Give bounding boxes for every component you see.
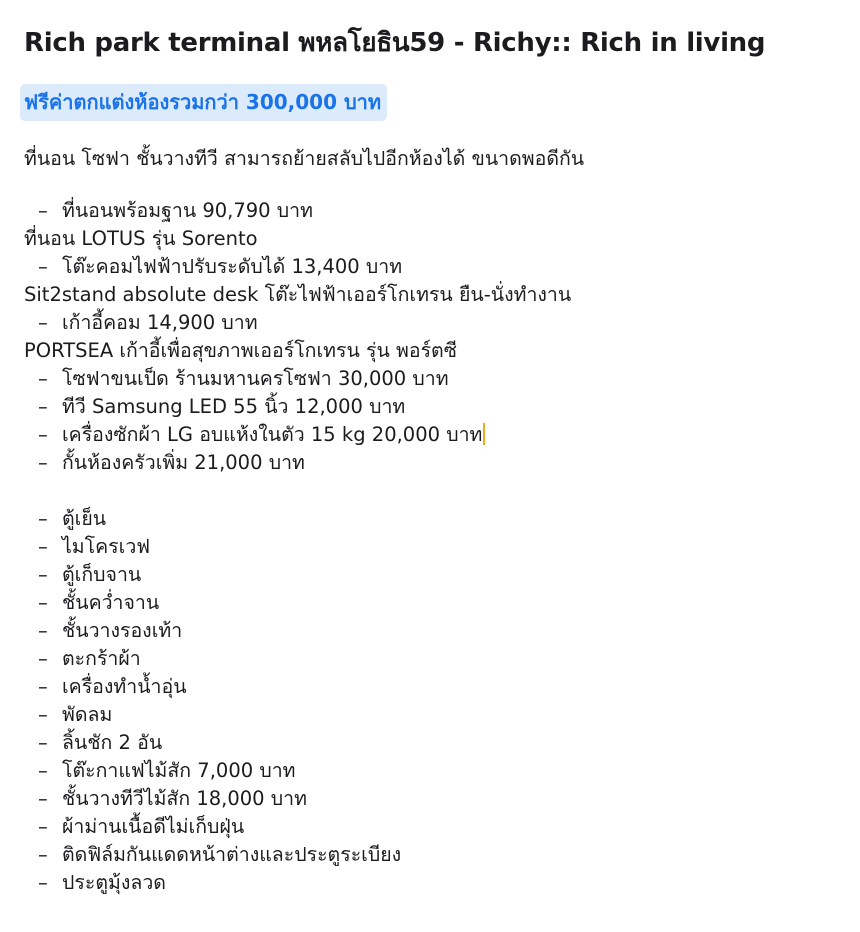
bullet-dash: – <box>38 395 48 418</box>
list-item <box>24 309 571 337</box>
list-item-text: ตู้เก็บจาน <box>62 563 142 586</box>
list-item-text: เก้าอี้คอม 14,900 บาท <box>62 311 258 334</box>
bullet-dash: – <box>38 619 48 642</box>
blank-line <box>24 477 571 505</box>
list-item-text: เครื่องทำน้ำอุ่น <box>62 675 187 698</box>
bullet-dash: – <box>38 871 48 894</box>
bullet-dash: – <box>38 311 48 334</box>
list-item <box>24 813 571 841</box>
list-item-text: โซฟาขนเป็ด ร้านมหานครโซฟา 30,000 บาท <box>62 367 449 390</box>
list-item <box>24 505 571 533</box>
list-item-text: ติดฟิล์มกันแดดหน้าต่างและประตูระเบียง <box>62 843 402 866</box>
list-item-text: ชั้นคว่ำจาน <box>62 591 160 614</box>
list-item <box>24 449 571 477</box>
list-item <box>24 589 571 617</box>
list-item-text: พัดลม <box>62 703 113 726</box>
list-item <box>24 365 571 393</box>
bullet-dash: – <box>38 367 48 390</box>
bullet-dash: – <box>38 843 48 866</box>
list-item-text: ตะกร้าผ้า <box>62 647 141 670</box>
text-cursor <box>483 423 485 445</box>
list-item-text: ตู้เย็น <box>62 507 107 530</box>
list-item-text: ชั้นวางทีวีไม้สัก 18,000 บาท <box>62 787 307 810</box>
list-item-text: เครื่องซักผ้า LG อบแห้งในตัว 15 kg 20,000 บาท <box>62 423 483 446</box>
list-item-text: กั้นห้องครัวเพิ่ม 21,000 บาท <box>62 451 305 474</box>
list-item-text: ลิ้นชัก 2 อัน <box>62 731 163 754</box>
list-item-text: ชั้นวางรองเท้า <box>62 619 183 642</box>
list-item <box>24 533 571 561</box>
bullet-dash: – <box>38 731 48 754</box>
list-item <box>24 645 571 673</box>
bullet-dash: – <box>38 423 48 446</box>
bullet-dash: – <box>38 451 48 474</box>
list-item <box>24 253 571 281</box>
list-item-text: ที่นอนพร้อมฐาน 90,790 บาท <box>62 199 313 222</box>
bullet-dash: – <box>38 759 48 782</box>
list-item-text: ไมโครเวฟ <box>62 535 151 558</box>
bullet-dash: – <box>38 591 48 614</box>
list-item-text: ประตูมุ้งลวด <box>62 871 166 894</box>
list-item-text: ผ้าม่านเนื้อดีไม่เก็บฝุ่น <box>62 815 245 838</box>
bullet-dash: – <box>38 507 48 530</box>
plain-line: Sit2stand absolute desk โต๊ะไฟฟ้าเออร์โกเทรน ยืน-นั่งทำงาน <box>24 283 572 306</box>
list-item <box>24 617 571 645</box>
plain-line: ที่นอน LOTUS รุ่น Sorento <box>24 227 258 250</box>
list-item <box>24 561 571 589</box>
bullet-dash: – <box>38 255 48 278</box>
bullet-dash: – <box>38 563 48 586</box>
list-item <box>24 729 571 757</box>
bullet-dash: – <box>38 703 48 726</box>
list-item-text: โต๊ะคอมไฟฟ้าปรับระดับได้ 13,400 บาท <box>62 255 403 278</box>
bullet-dash: – <box>38 535 48 558</box>
list-item <box>24 393 571 421</box>
bullet-dash: – <box>38 675 48 698</box>
list-item <box>24 701 571 729</box>
note-title: Rich park terminal พหลโยธิน59 - Richy:: Rich in living <box>24 28 766 58</box>
list-item <box>24 757 571 785</box>
item-list <box>24 197 571 897</box>
bullet-dash: – <box>38 787 48 810</box>
bullet-dash: – <box>38 199 48 222</box>
list-item <box>24 869 571 897</box>
intro-paragraph: ที่นอน โซฟา ชั้นวางทีวี สามารถย้ายสลับไปอีกห้องได้ ขนาดพอดีกัน <box>24 147 585 170</box>
highlighted-promo-text: ฟรีค่าตกแต่งห้องรวมกว่า 300,000 บาท <box>20 84 387 121</box>
list-item <box>24 421 571 449</box>
bullet-dash: – <box>38 647 48 670</box>
list-item <box>24 673 571 701</box>
list-item <box>24 785 571 813</box>
list-item-text: โต๊ะกาแฟไม้สัก 7,000 บาท <box>62 759 296 782</box>
list-item-text: ทีวี Samsung LED 55 นิ้ว 12,000 บาท <box>62 395 406 418</box>
list-item <box>24 197 571 225</box>
plain-line: PORTSEA เก้าอี้เพื่อสุขภาพเออร์โกเทรน รุ่น พอร์ตซี <box>24 339 457 362</box>
list-item <box>24 841 571 869</box>
bullet-dash: – <box>38 815 48 838</box>
